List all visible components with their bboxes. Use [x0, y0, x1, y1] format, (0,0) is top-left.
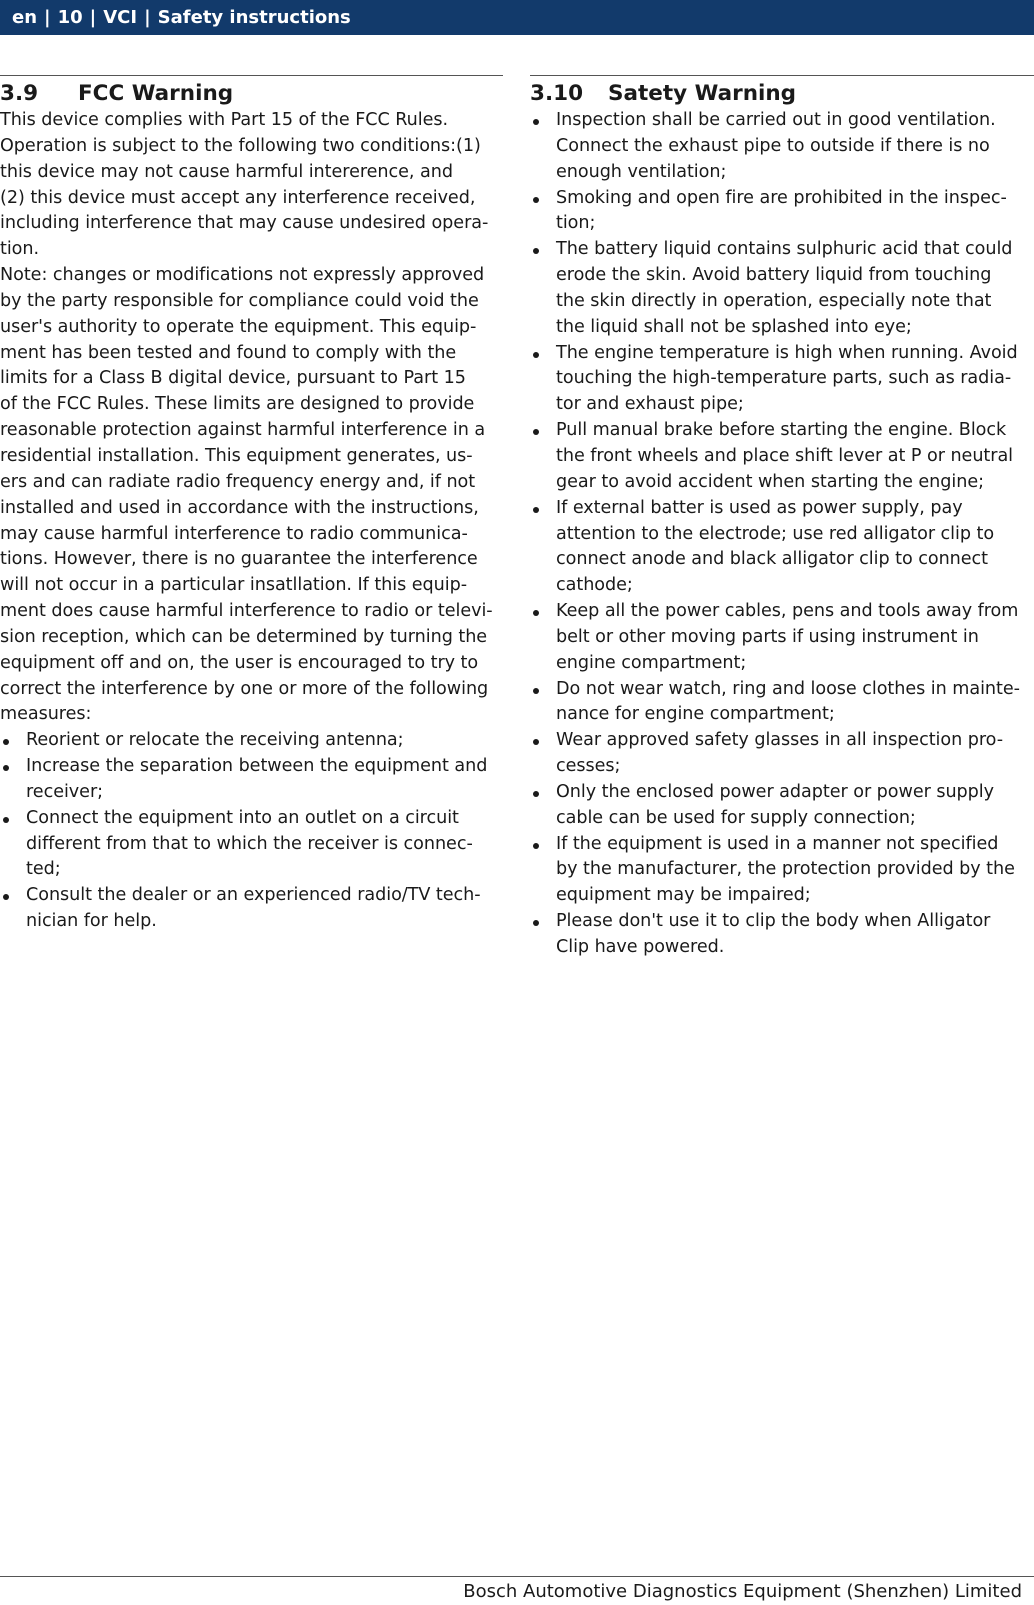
fcc-text-line: including interference that may cause undesired opera- [0, 213, 489, 234]
fcc-text-line: (2) this device must accept any interference received, [0, 187, 476, 208]
bullet-icon [533, 248, 539, 254]
list-item [530, 780, 1034, 832]
list-item [0, 728, 503, 754]
safety-section-number: 3.10 [530, 81, 584, 106]
list-item-line: different from that to which the receiver is connec- [26, 833, 473, 854]
list-item-line: Inspection shall be carried out in good ventilation. [556, 110, 996, 130]
bullet-icon [3, 894, 9, 900]
list-item-line: the skin directly in operation, especially note that [556, 290, 992, 311]
bullet-icon [533, 688, 539, 694]
fcc-text-line: measures: [0, 704, 92, 725]
bullet-icon [533, 610, 539, 616]
header-product: VCI [103, 7, 138, 28]
list-item-line: Pull manual brake before starting the engine. Block [556, 420, 1007, 441]
fcc-body-text [0, 108, 503, 728]
fcc-text-line: tion. [0, 239, 40, 260]
list-item [530, 186, 1034, 238]
list-item-line: The battery liquid contains sulphuric acid that could [556, 239, 1013, 260]
fcc-text-line: ers and can radiate radio frequency energy and, if not [0, 471, 476, 492]
list-item-line: Do not wear watch, ring and loose clothes in mainte- [556, 678, 1020, 699]
list-item-line: Connect the exhaust pipe to outside if there is no [556, 135, 990, 156]
list-item-line: belt or other moving parts if using instrument in [556, 626, 979, 647]
fcc-text-line: may cause harmful interference to radio communica- [0, 523, 468, 544]
fcc-text-line: limits for a Class B digital device, pursuant to Part 15 [0, 368, 466, 389]
bullet-icon [3, 817, 9, 823]
safety-warning-section [530, 75, 1034, 961]
list-item [530, 108, 1034, 186]
list-item-line: ted; [26, 859, 61, 880]
fcc-warning-section [0, 75, 503, 935]
fcc-section-number: 3.9 [0, 81, 39, 106]
list-item [530, 418, 1034, 496]
footer-divider [0, 1576, 1034, 1577]
bullet-icon [533, 739, 539, 745]
fcc-text-line: equipment off and on, the user is encouraged to try to [0, 652, 479, 673]
safety-section-heading [530, 80, 1034, 108]
fcc-text-line: this device may not cause harmful intererence, and [0, 161, 453, 182]
list-item-line: The engine temperature is high when running. Avoid [556, 342, 1018, 363]
list-item [530, 341, 1034, 419]
list-item-line: equipment may be impaired; [556, 885, 811, 906]
list-item-line: touching the high-temperature parts, such as radia- [556, 368, 1012, 389]
header-section: Safety instructions [157, 7, 351, 28]
list-item-line: enough ventilation; [556, 161, 727, 182]
fcc-text-line: tions. However, there is no guarantee the interference [0, 549, 478, 570]
list-item-line: the front wheels and place shift lever at P or neutral [556, 445, 1014, 466]
bullet-icon [3, 739, 9, 745]
list-item-line: Increase the separation between the equipment and [26, 756, 488, 777]
bullet-icon [3, 765, 9, 771]
list-item-line: tion; [556, 213, 596, 234]
header-separator: | [144, 7, 151, 28]
list-item-line: by the manufacturer, the protection provided by the [556, 859, 1015, 880]
list-item-line: Reorient or relocate the receiving antenna; [26, 730, 404, 751]
fcc-text-line: installed and used in accordance with the instructions, [0, 497, 479, 518]
bullet-icon [533, 429, 539, 435]
header-language: en [12, 7, 38, 28]
fcc-text-line: of the FCC Rules. These limits are designed to provide [0, 394, 475, 415]
fcc-text-line: Note: changes or modifications not expressly approved [0, 265, 485, 286]
list-item-line: connect anode and black alligator clip to connect [556, 549, 989, 570]
list-item-line: Keep all the power cables, pens and tools away from [556, 601, 1019, 622]
bullet-icon [533, 197, 539, 203]
list-item-line: Please don't use it to clip the body when Alligator [556, 911, 991, 932]
list-item [530, 496, 1034, 599]
fcc-text-line: This device complies with Part 15 of the FCC Rules. [0, 110, 449, 130]
fcc-measures-list [0, 728, 503, 935]
list-item [530, 832, 1034, 910]
fcc-text-line: user's authority to operate the equipment. This equip- [0, 316, 477, 337]
list-item-line: gear to avoid accident when starting the engine; [556, 471, 984, 492]
fcc-text-line: Operation is subject to the following two conditions:(1) [0, 135, 481, 156]
header-separator: | [89, 7, 97, 28]
list-item-line: cesses; [556, 756, 621, 777]
list-item [530, 728, 1034, 780]
list-item-line: engine compartment; [556, 652, 747, 673]
list-item-line: receiver; [26, 781, 104, 802]
list-item [0, 806, 503, 884]
page-header [0, 0, 1034, 35]
list-item-line: Smoking and open fire are prohibited in the inspec- [556, 187, 1007, 208]
fcc-text-line: will not occur in a particular insatllation. If this equip- [0, 575, 468, 596]
fcc-text-line: sion reception, which can be determined by turning the [0, 626, 488, 647]
header-page-number: 10 [57, 7, 83, 28]
list-item-line: If the equipment is used in a manner not specified [556, 833, 999, 854]
bullet-icon [533, 791, 539, 797]
bullet-icon [533, 119, 539, 125]
list-item [0, 883, 503, 935]
list-item-line: the liquid shall not be splashed into eye; [556, 316, 912, 337]
list-item-line: cable can be used for supply connection; [556, 807, 916, 828]
list-item-line: Wear approved safety glasses in all inspection pro- [556, 730, 1003, 751]
bullet-icon [533, 920, 539, 926]
list-item-line: tor and exhaust pipe; [556, 394, 744, 415]
fcc-text-line: reasonable protection against harmful interference in a [0, 420, 486, 441]
list-item-line: erode the skin. Avoid battery liquid from touching [556, 265, 992, 286]
safety-section-title: Satety Warning [608, 81, 797, 106]
list-item-line: attention to the electrode; use red alligator clip to [556, 523, 995, 544]
list-item-line: nance for engine compartment; [556, 704, 835, 725]
fcc-section-title: FCC Warning [78, 81, 234, 106]
fcc-text-line: correct the interference by one or more of the following [0, 678, 489, 699]
list-item [530, 237, 1034, 340]
fcc-text-line: residential installation. This equipment generates, us- [0, 445, 473, 466]
fcc-text-line: ment does cause harmful interference to radio or televi- [0, 601, 493, 622]
list-item-line: Only the enclosed power adapter or power supply [556, 781, 994, 802]
header-separator: | [44, 7, 51, 28]
footer-company: Bosch Automotive Diagnostics Equipment (Shenzhen) Limited [463, 1581, 1022, 1602]
list-item [530, 599, 1034, 677]
list-item-line: nician for help. [26, 911, 157, 932]
list-item-line: cathode; [556, 575, 633, 596]
fcc-text-line: by the party responsible for compliance could void the [0, 290, 479, 311]
safety-warning-list [530, 108, 1034, 961]
bullet-icon [533, 352, 539, 358]
fcc-text-line: ment has been tested and found to comply with the [0, 342, 457, 363]
bullet-icon [533, 507, 539, 513]
list-item [530, 677, 1034, 729]
fcc-section-heading [0, 80, 503, 108]
list-item-line: If external batter is used as power supply, pay [556, 497, 963, 518]
list-item-line: Consult the dealer or an experienced radio/TV tech- [26, 885, 481, 906]
list-item-line: Clip have powered. [556, 937, 725, 957]
list-item-line: Connect the equipment into an outlet on a circuit [26, 807, 459, 828]
bullet-icon [533, 843, 539, 849]
list-item [530, 909, 1034, 961]
list-item [0, 754, 503, 806]
